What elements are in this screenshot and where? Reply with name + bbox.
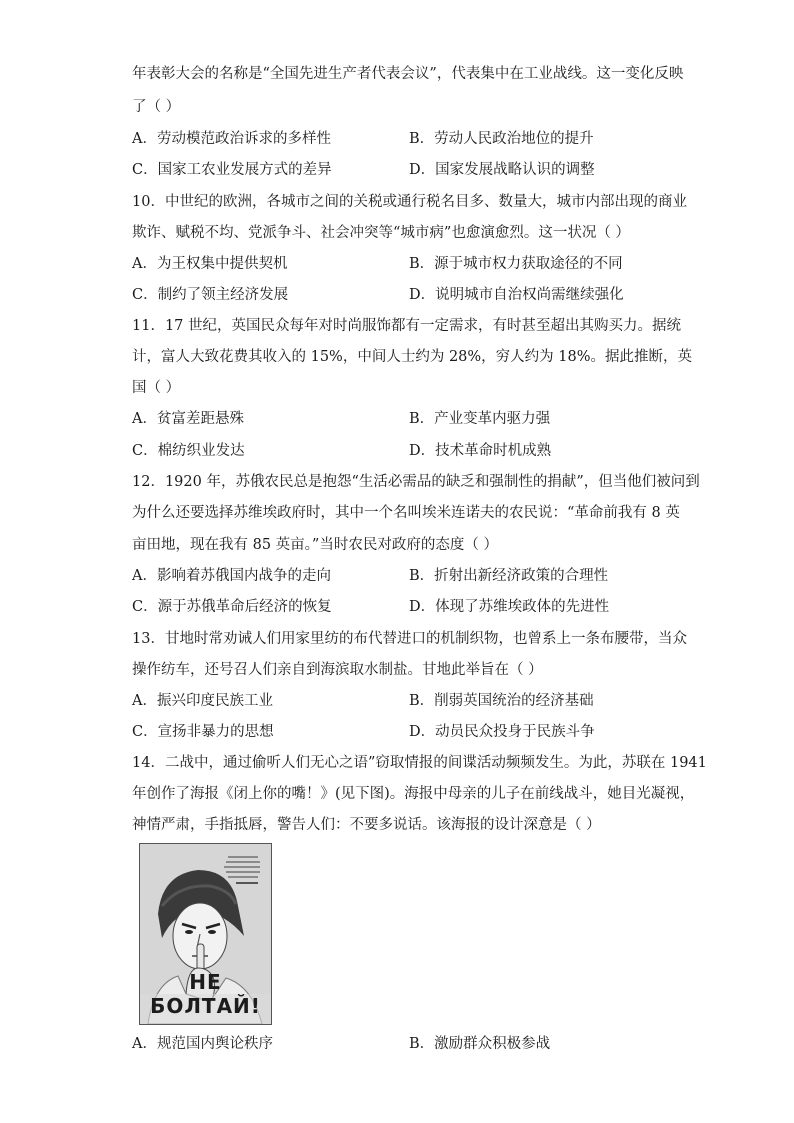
q14-stem-line3: 神情严肃，手指抵唇，警告人们：不要多说话。该海报的设计深意是（ ） xyxy=(132,817,601,833)
q14-option-a[interactable]: A．规范国内舆论秩序 xyxy=(132,1036,273,1052)
q11-option-a[interactable]: A．贫富差距悬殊 xyxy=(132,411,244,427)
q13-stem-line1: 13．甘地时常劝诫人们用家里纺的布代替进口的机制织物，也曾系上一条布腰带，当众 xyxy=(132,631,687,647)
q11-option-c[interactable]: C．棉纺织业发达 xyxy=(132,443,245,459)
poster-caption: НЕ БОЛТАЙ! xyxy=(150,970,261,1018)
q10-option-a[interactable]: A．为王权集中提供契机 xyxy=(132,256,288,272)
q11-option-b[interactable]: B．产业变革内驱力强 xyxy=(409,411,551,427)
q10-option-c[interactable]: C．制约了领主经济发展 xyxy=(132,287,289,303)
q11-option-d[interactable]: D．技术革命时机成熟 xyxy=(409,443,552,459)
q12-option-a[interactable]: A．影响着苏俄国内战争的走向 xyxy=(132,568,331,584)
q10-option-d[interactable]: D．说明城市自治权尚需继续强化 xyxy=(409,287,624,303)
q12-option-c[interactable]: C．源于苏俄革命后经济的恢复 xyxy=(132,599,332,615)
q14-stem-line1: 14．二战中，通过偷听人们无心之语”窃取情报的间谍活动频频发生。为此，苏联在 1941 xyxy=(132,755,707,771)
poster-image xyxy=(139,843,272,1025)
q13-option-c[interactable]: C．宣扬非暴力的思想 xyxy=(132,724,274,740)
q11-stem-line1: 11．17 世纪，英国民众每年对时尚服饰都有一定需求，有时甚至超出其购买力。据统 xyxy=(132,318,682,334)
q9-option-c[interactable]: C．国家工农业发展方式的差异 xyxy=(132,162,332,178)
q13-option-d[interactable]: D．动员民众投身于民族斗争 xyxy=(409,724,595,740)
q12-stem-line1: 12．1920 年，苏俄农民总是抱怨“生活必需品的缺乏和强制性的捐献”，但当他们被问到 xyxy=(132,474,700,490)
q13-option-a[interactable]: A．振兴印度民族工业 xyxy=(132,693,273,709)
q11-stem-line2: 计，富人大致花费其收入的 15%，中间人士约为 28%，穷人约为 18%。据此推断，英 xyxy=(132,349,693,365)
q12-stem-line3: 亩田地，现在我有 85 英亩。”当时农民对政府的态度（ ） xyxy=(132,537,498,553)
q9-option-d[interactable]: D．国家发展战略认识的调整 xyxy=(409,162,595,178)
q12-option-d[interactable]: D．体现了苏维埃政体的先进性 xyxy=(409,599,610,615)
q9-stem-line1: 年表彰大会的名称是“全国先进生产者代表会议”，代表集中在工业战线。这一变化反映 xyxy=(132,66,684,82)
q9-option-b[interactable]: B．劳动人民政治地位的提升 xyxy=(409,131,594,147)
q10-stem-line2: 欺诈、赋税不均、党派争斗、社会冲突等“城市病”也愈演愈烈。这一状况（ ） xyxy=(132,225,630,241)
q10-stem-line1: 10．中世纪的欧洲，各城市之间的关税或通行税名目多、数量大，城市内部出现的商业 xyxy=(132,194,687,210)
q11-stem-line3: 国（ ） xyxy=(132,380,181,396)
q12-option-b[interactable]: B．折射出新经济政策的合理性 xyxy=(409,568,609,584)
q10-option-b[interactable]: B．源于城市权力获取途径的不同 xyxy=(409,256,623,272)
q9-option-a[interactable]: A．劳动模范政治诉求的多样性 xyxy=(132,131,331,147)
q9-stem-line2: 了（ ） xyxy=(132,99,181,115)
q13-option-b[interactable]: B．削弱英国统治的经济基础 xyxy=(409,693,594,709)
q12-stem-line2: 为什么还要选择苏维埃政府时，其中一个名叫埃米连诺夫的农民说：“革命前我有 8 英 xyxy=(132,505,680,521)
q14-stem-line2: 年创作了海报《闭上你的嘴！》(见下图)。海报中母亲的儿子在前线战斗，她目光凝视， xyxy=(132,786,695,802)
q13-stem-line2: 操作纺车，还号召人们亲自到海滨取水制盐。甘地此举旨在（ ） xyxy=(132,662,543,678)
q14-option-b[interactable]: B．激励群众积极参战 xyxy=(409,1036,551,1052)
